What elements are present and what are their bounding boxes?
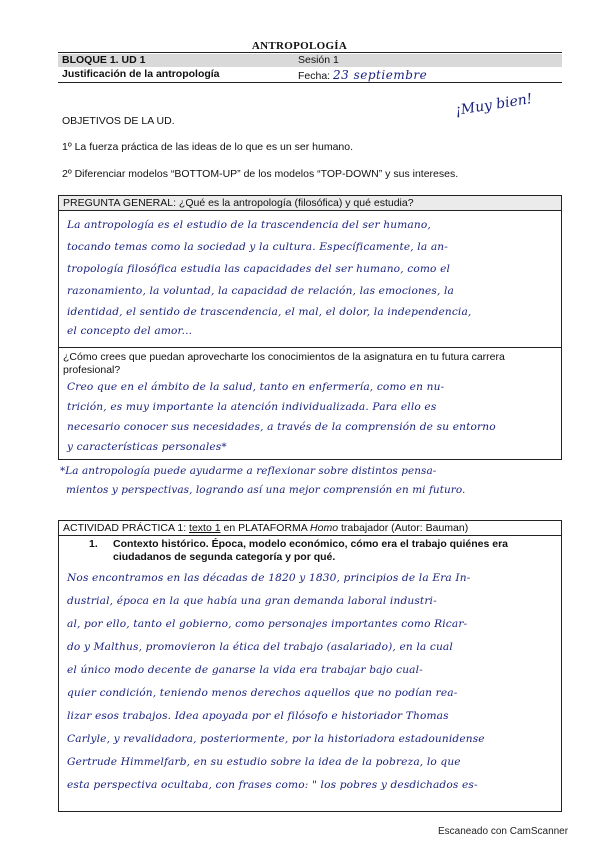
answer-line: Nos encontramos en las décadas de 1820 y 1830, principios de la Era In-	[67, 572, 471, 584]
fecha-field	[298, 68, 427, 82]
actividad-text-link[interactable]: texto 1	[189, 522, 221, 534]
answer-line: necesario conocer sus necesidades, a través de la comprensión de su entorno	[67, 421, 496, 433]
objetivo-2: 2º Diferenciar modelos “BOTTOM-UP” de los modelos “TOP-DOWN” y sus intereses.	[62, 168, 459, 180]
actividad-label	[59, 521, 561, 536]
teacher-annotation: ¡Muy bien!	[454, 91, 534, 119]
answer-line: trición, es muy importante la atención individualizada. Para ello es	[67, 401, 437, 413]
justificacion-label: Justificación de la antropología	[62, 68, 220, 80]
header-rule	[58, 82, 562, 83]
actividad-end: trabajador (Autor: Bauman)	[338, 522, 469, 534]
career-question-section	[59, 349, 561, 459]
actividad-prefix: ACTIVIDAD PRÁCTICA 1:	[63, 522, 190, 534]
header-row-bloque	[58, 54, 562, 67]
pregunta-general-label: PREGUNTA GENERAL: ¿Qué es la antropología (filosófica) y qué estudia?	[59, 196, 561, 211]
fecha-label: Fecha:	[298, 70, 331, 82]
career-question: ¿Cómo crees que puedan aprovecharte los conocimientos de la asignatura en tu futura carrera profesional?	[63, 351, 505, 376]
footnote-line: mientos y perspectivas, logrando así una mejor comprensión en mi futuro.	[66, 484, 466, 496]
answer-line: Creo que en el ámbito de la salud, tanto en enfermería, como en nu-	[67, 381, 445, 393]
page-title: ANTROPOLOGÍA	[251, 40, 348, 52]
objetivos-title: OBJETIVOS DE LA UD.	[62, 115, 175, 127]
item-text: Contexto histórico. Época, modelo económico, cómo era el trabajo quiénes era ciudadanos de segunda categoría y por qué.	[113, 538, 509, 563]
answer-line: Carlyle, y revalidadora, posteriormente, por la historiadora estadounidense	[67, 733, 485, 745]
actividad-suffix: en PLATAFORMA	[220, 522, 311, 534]
answer-line: al, por ello, tanto el gobierno, como personajes importantes como Ricar-	[67, 618, 468, 630]
answer-line: el concepto del amor...	[67, 325, 193, 337]
sesion-label: Sesión 1	[298, 54, 339, 66]
box-divider	[59, 347, 561, 348]
scanner-footer: Escaneado con CamScanner	[438, 826, 569, 837]
answer-line: y características personales*	[67, 441, 227, 453]
actividad-italic: Homo	[310, 522, 339, 534]
activity-item-1	[89, 538, 533, 564]
answer-line: do y Malthus, promovieron la ética del trabajo (asalariado), en la cual	[67, 641, 453, 653]
answer-line: Gertrude Himmelfarb, en su estudio sobre la idea de la pobreza, lo que	[67, 756, 461, 768]
item-number: 1.	[89, 538, 98, 550]
fecha-value: 23 septiembre	[333, 68, 428, 82]
answer-line: esta perspectiva ocultaba, con frases como: " los pobres y desdichados es-	[67, 779, 478, 791]
answer-line: dustrial, época en la que había una gran demanda laboral industri-	[67, 595, 437, 607]
footnote-line: *La antropología puede ayudarme a reflexionar sobre distintos pensa-	[60, 465, 437, 477]
answer-line: tropología filosófica estudia las capacidades del ser humano, como el	[67, 263, 451, 275]
answer-line: identidad, el sentido de trascendencia, el mal, el dolor, la independencia,	[67, 306, 472, 318]
pregunta-general-box	[58, 195, 562, 460]
answer-line: razonamiento, la voluntad, la capacidad de relación, las emociones, la	[67, 285, 454, 297]
header-row-justificacion	[58, 68, 562, 81]
answer-line: quier condición, teniendo menos derechos aquellos que no podían rea-	[67, 687, 458, 699]
actividad-box	[58, 520, 562, 812]
bloque-label: BLOQUE 1. UD 1	[62, 54, 146, 66]
answer-line: el único modo decente de ganarse la vida era trabajar bajo cual-	[67, 664, 423, 676]
objetivo-1: 1º La fuerza práctica de las ideas de lo que es un ser humano.	[62, 141, 354, 153]
answer-line: lizar esos trabajos. Idea apoyada por el filósofo e historiador Thomas	[67, 710, 449, 722]
answer-line: tocando temas como la sociedad y la cultura. Específicamente, la an-	[67, 241, 449, 253]
answer-line: La antropología es el estudio de la trascendencia del ser humano,	[67, 219, 431, 231]
title-rule	[58, 52, 562, 53]
